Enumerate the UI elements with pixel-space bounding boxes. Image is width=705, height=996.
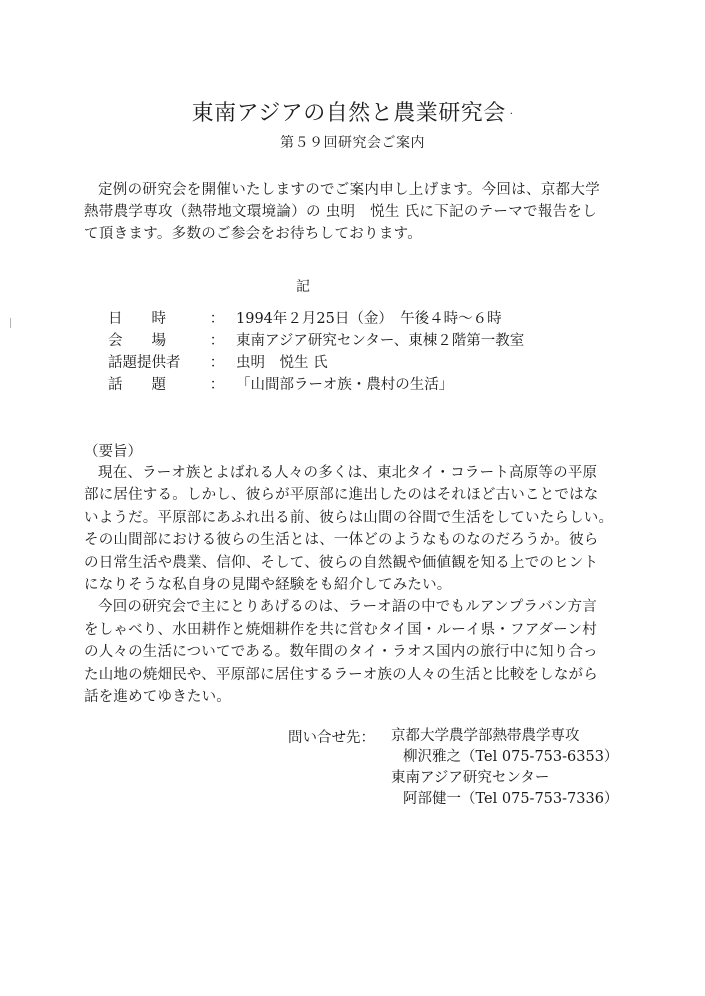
summary-line: 現在、ラーオ族とよばれる人々の多くは、東北タイ・コラート高原等の平原 [98,465,598,481]
event-details [108,308,524,396]
summary-line: 今回の研究会で主にとりあげるのは、ラーオ語の中でもルアンプラバン方言 [98,599,597,616]
contact-label: 問い合せ先： [288,730,375,746]
summary-line: 部に居住する。しかし、彼らが平原部に進出したのはそれほど古いことではな [84,487,599,504]
summary-line: 話を進めてゆきたい。 [84,689,231,706]
summary-line: いようだ。平原部にあふれ出る前、彼らは山間の谷間で生活をしていたらしい。 [84,509,614,526]
title-dot-mark: · [509,108,514,120]
summary-line: の人々の生活についてである。数年間のタイ・ラオス国内の旅行中に知り合っ [84,644,598,661]
detail-label: 日 時 [108,311,166,327]
summary-paragraph [84,462,644,708]
detail-row-date [108,308,524,330]
scan-mark [10,318,11,328]
document-title [0,96,705,127]
contact-line: 京都大学農学部熱帯農学専攻 [391,728,580,744]
detail-row-speaker [108,352,524,374]
document-subtitle: 第５９回研究会ご案内 [280,135,425,151]
detail-label: 話題提供者 [108,355,181,371]
detail-colon: ： [209,311,225,327]
detail-row-topic [108,374,524,396]
contact-line: 阿部健一（Tel 075-753-7336） [403,791,619,807]
intro-paragraph [84,179,629,245]
intro-line: て頂きます。多数のご参会をお待ちしております。 [84,226,423,242]
detail-colon: ： [209,377,225,393]
detail-row-venue [108,330,524,352]
detail-label: 会 場 [108,333,166,349]
intro-line: 熱帯農学専攻（熱帯地文環境論）の 虫明 悦生 氏に下記のテーマで報告をし [84,204,598,220]
summary-line: になりそうな私自身の見聞や経験をも紹介してみたい。 [84,577,452,594]
intro-line: 定例の研究会を開催いたしますのでご案内申し上げます。今回は、京都大学 [98,182,601,198]
summary-heading: （要旨） [84,444,142,460]
detail-label: 話 題 [108,377,166,393]
contact-line: 柳沢雅之（Tel 075-753-6353） [403,749,619,765]
summary-line: た山地の焼畑民や、平原部に居住するラーオ族の人々の生活と比較をしながら [84,666,598,683]
ki-heading: 記 [296,279,310,295]
contact-block [391,726,618,810]
detail-value: 「山間部ラーオ族・農村の生活」 [236,377,454,393]
detail-value: 東南アジア研究センター、東棟２階第一教室 [236,333,525,349]
detail-colon: ： [209,333,225,349]
summary-line: の日常生活や農業、信仰、そして、彼らの自然観や価値観を知る上でのヒント [84,554,599,571]
detail-value: 虫明 悦生 氏 [236,355,328,371]
detail-value: 1994年２月25日（金） 午後４時～６時 [236,311,502,327]
title-text: 東南アジアの自然と農業研究会 [191,101,506,126]
detail-colon: ： [209,355,225,371]
summary-line: をしゃべり、水田耕作と焼畑耕作を共に営むタイ国・ルーイ県・フアダーン村 [84,621,597,638]
summary-line: その山間部における彼らの生活とは、一体どのようなものなのだろうか。彼ら [84,532,599,549]
contact-line: 東南アジア研究センター [391,770,550,786]
